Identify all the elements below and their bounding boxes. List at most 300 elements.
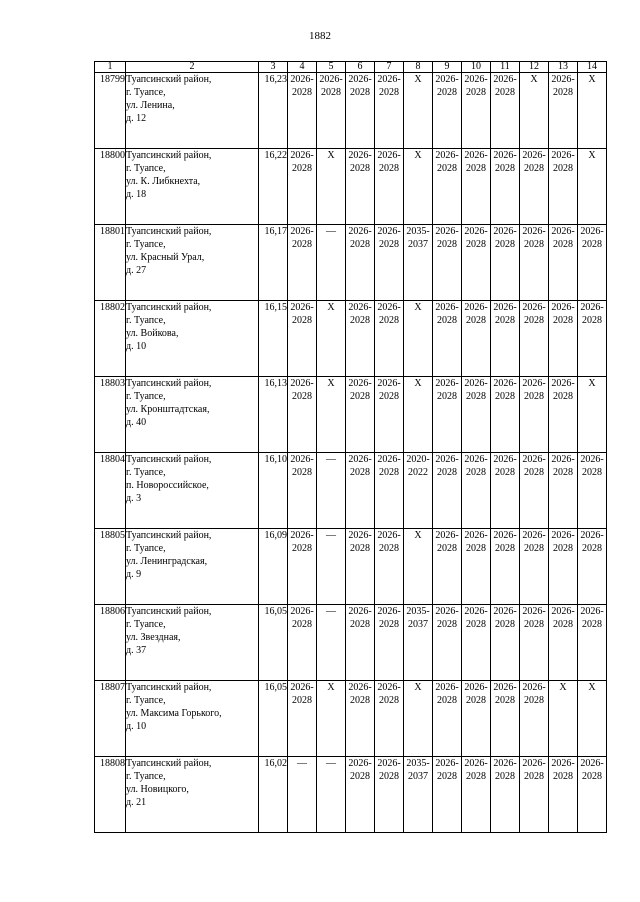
schedule-period-cell <box>433 605 462 681</box>
address-line: г. Туапсе, <box>126 315 166 326</box>
schedule-period-cell <box>288 757 317 833</box>
schedule-period-cell <box>462 605 491 681</box>
schedule-period-cell <box>346 149 375 225</box>
row-number: 18799 <box>95 73 126 149</box>
schedule-period-cell <box>462 377 491 453</box>
address-line: г. Туапсе, <box>126 239 166 250</box>
schedule-period-cell <box>549 757 578 833</box>
address-line: Туапсинский район, <box>126 606 212 617</box>
period-start: 2026- <box>435 606 459 617</box>
address-line: д. 12 <box>126 113 147 124</box>
period-start: 2026- <box>464 378 488 389</box>
period-start: 2026- <box>377 302 401 313</box>
period-start: X <box>588 74 596 85</box>
address-line: д. 10 <box>126 341 147 352</box>
period-start: — <box>326 454 336 465</box>
row-number: 18808 <box>95 757 126 833</box>
period-end: 2028 <box>292 391 312 402</box>
period-start: 2026- <box>551 378 575 389</box>
period-start: 2026- <box>522 606 546 617</box>
period-start: X <box>588 682 596 693</box>
row-number: 18802 <box>95 301 126 377</box>
schedule-period-cell <box>404 453 433 529</box>
period-start: 2026- <box>435 758 459 769</box>
period-end: 2028 <box>379 695 399 706</box>
schedule-period-cell <box>346 73 375 149</box>
schedule-period-cell <box>549 453 578 529</box>
row-number: 18801 <box>95 225 126 301</box>
address-cell <box>126 529 259 605</box>
period-end: 2028 <box>437 771 457 782</box>
period-start: 2026- <box>290 530 314 541</box>
period-start: 2026- <box>435 682 459 693</box>
row-number: 18805 <box>95 529 126 605</box>
period-end: 2028 <box>495 239 515 250</box>
period-start: 2026- <box>493 682 517 693</box>
period-start: 2026- <box>435 150 459 161</box>
address-line: д. 9 <box>126 569 142 580</box>
period-start: X <box>414 150 422 161</box>
schedule-period-cell <box>549 225 578 301</box>
housing-repair-schedule-table <box>94 61 607 833</box>
address-line: г. Туапсе, <box>126 771 166 782</box>
column-header: 7 <box>375 62 404 73</box>
table-row <box>95 149 607 225</box>
period-end: 2028 <box>350 315 370 326</box>
period-start: 2026- <box>319 74 343 85</box>
period-start: — <box>326 530 336 541</box>
schedule-period-cell <box>520 605 549 681</box>
period-start: 2026- <box>522 302 546 313</box>
period-start: 2026- <box>464 74 488 85</box>
period-end: 2028 <box>553 391 573 402</box>
period-start: 2026- <box>348 454 372 465</box>
address-line: ул. Войкова, <box>126 328 179 339</box>
period-end: 2028 <box>553 543 573 554</box>
schedule-period-cell <box>288 529 317 605</box>
period-end: 2028 <box>582 771 602 782</box>
schedule-period-cell <box>462 681 491 757</box>
period-start: X <box>559 682 567 693</box>
table-row <box>95 301 607 377</box>
table-row <box>95 529 607 605</box>
schedule-period-cell <box>549 605 578 681</box>
schedule-period-cell <box>578 301 607 377</box>
address-line: Туапсинский район, <box>126 226 212 237</box>
area-value: 16,15 <box>259 301 288 377</box>
period-end: 2028 <box>292 619 312 630</box>
period-start: 2026- <box>348 74 372 85</box>
row-number: 18804 <box>95 453 126 529</box>
period-end: 2037 <box>408 239 428 250</box>
schedule-period-cell <box>404 529 433 605</box>
schedule-period-cell <box>549 529 578 605</box>
schedule-period-cell <box>491 681 520 757</box>
schedule-period-cell <box>317 529 346 605</box>
schedule-period-cell <box>549 377 578 453</box>
page-number: 1882 <box>309 30 331 42</box>
address-line: ул. Новицкого, <box>126 784 189 795</box>
address-line: ул. К. Либкнехта, <box>126 176 201 187</box>
period-start: 2026- <box>290 606 314 617</box>
period-end: 2028 <box>379 391 399 402</box>
schedule-period-cell <box>346 377 375 453</box>
period-start: 2026- <box>377 378 401 389</box>
period-end: 2028 <box>437 619 457 630</box>
period-end: 2028 <box>495 315 515 326</box>
address-line: Туапсинский район, <box>126 454 212 465</box>
address-line: Туапсинский район, <box>126 530 212 541</box>
period-start: 2026- <box>377 682 401 693</box>
period-end: 2028 <box>350 695 370 706</box>
period-start: X <box>414 530 422 541</box>
schedule-period-cell <box>346 225 375 301</box>
period-end: 2028 <box>292 543 312 554</box>
schedule-period-cell <box>346 605 375 681</box>
period-end: 2028 <box>524 163 544 174</box>
address-line: г. Туапсе, <box>126 543 166 554</box>
period-start: 2026- <box>551 150 575 161</box>
period-start: 2026- <box>377 758 401 769</box>
table-row <box>95 377 607 453</box>
row-number: 18803 <box>95 377 126 453</box>
schedule-period-cell <box>549 73 578 149</box>
schedule-period-cell <box>462 757 491 833</box>
schedule-period-cell <box>433 681 462 757</box>
period-start: 2026- <box>493 378 517 389</box>
period-start: 2026- <box>551 758 575 769</box>
schedule-period-cell <box>375 73 404 149</box>
table-row <box>95 225 607 301</box>
address-line: д. 21 <box>126 797 147 808</box>
period-end: 2028 <box>466 467 486 478</box>
schedule-period-cell <box>375 301 404 377</box>
schedule-period-cell <box>375 757 404 833</box>
period-end: 2028 <box>437 391 457 402</box>
period-end: 2028 <box>292 239 312 250</box>
schedule-period-cell <box>491 377 520 453</box>
period-end: 2028 <box>553 315 573 326</box>
period-end: 2028 <box>437 315 457 326</box>
period-start: 2026- <box>551 226 575 237</box>
schedule-period-cell <box>549 681 578 757</box>
period-start: X <box>327 378 335 389</box>
period-start: 2026- <box>464 454 488 465</box>
address-line: г. Туапсе, <box>126 695 166 706</box>
area-value: 16,05 <box>259 681 288 757</box>
schedule-period-cell <box>404 605 433 681</box>
period-start: 2026- <box>522 378 546 389</box>
period-start: X <box>327 150 335 161</box>
period-start: X <box>588 150 596 161</box>
period-end: 2028 <box>524 239 544 250</box>
schedule-period-cell <box>375 681 404 757</box>
period-start: 2026- <box>348 606 372 617</box>
schedule-period-cell <box>375 453 404 529</box>
period-start: 2026- <box>580 606 604 617</box>
area-value: 16,17 <box>259 225 288 301</box>
address-line: д. 3 <box>126 493 142 504</box>
period-end: 2028 <box>582 239 602 250</box>
schedule-period-cell <box>491 225 520 301</box>
schedule-period-cell <box>404 225 433 301</box>
schedule-period-cell <box>433 757 462 833</box>
schedule-period-cell <box>433 377 462 453</box>
schedule-period-cell <box>520 681 549 757</box>
period-start: 2026- <box>435 378 459 389</box>
period-end: 2028 <box>466 619 486 630</box>
row-number: 18800 <box>95 149 126 225</box>
table-row <box>95 605 607 681</box>
period-start: 2026- <box>493 530 517 541</box>
period-end: 2028 <box>524 543 544 554</box>
period-start: 2026- <box>493 302 517 313</box>
period-start: 2026- <box>493 758 517 769</box>
period-start: 2026- <box>493 74 517 85</box>
address-line: д. 37 <box>126 645 147 656</box>
column-header: 12 <box>520 62 549 73</box>
period-start: 2026- <box>377 226 401 237</box>
period-start: 2026- <box>377 530 401 541</box>
schedule-period-cell <box>288 681 317 757</box>
period-end: 2028 <box>553 467 573 478</box>
schedule-period-cell <box>404 73 433 149</box>
period-end: 2022 <box>408 467 428 478</box>
area-value: 16,02 <box>259 757 288 833</box>
column-header: 14 <box>578 62 607 73</box>
period-start: 2026- <box>493 606 517 617</box>
period-end: 2028 <box>292 695 312 706</box>
schedule-period-cell <box>520 453 549 529</box>
schedule-period-cell <box>491 605 520 681</box>
period-end: 2028 <box>350 87 370 98</box>
period-end: 2028 <box>292 163 312 174</box>
schedule-period-cell <box>375 377 404 453</box>
address-cell <box>126 73 259 149</box>
period-end: 2028 <box>495 391 515 402</box>
column-header: 2 <box>126 62 259 73</box>
period-end: 2028 <box>582 619 602 630</box>
schedule-period-cell <box>520 149 549 225</box>
period-start: X <box>327 682 335 693</box>
period-start: 2026- <box>377 606 401 617</box>
schedule-period-cell <box>346 301 375 377</box>
schedule-period-cell <box>404 681 433 757</box>
period-start: X <box>414 378 422 389</box>
schedule-period-cell <box>288 301 317 377</box>
period-start: 2026- <box>493 226 517 237</box>
period-start: 2026- <box>522 226 546 237</box>
schedule-period-cell <box>520 301 549 377</box>
period-start: 2020- <box>406 454 430 465</box>
period-end: 2037 <box>408 771 428 782</box>
schedule-period-cell <box>288 605 317 681</box>
address-line: г. Туапсе, <box>126 467 166 478</box>
address-line: д. 27 <box>126 265 147 276</box>
period-start: — <box>297 758 307 769</box>
table-row <box>95 73 607 149</box>
schedule-period-cell <box>462 301 491 377</box>
period-start: 2026- <box>551 454 575 465</box>
period-end: 2028 <box>379 467 399 478</box>
period-end: 2028 <box>350 239 370 250</box>
period-start: 2026- <box>348 682 372 693</box>
period-start: 2026- <box>580 530 604 541</box>
period-start: 2026- <box>522 758 546 769</box>
period-start: 2026- <box>435 226 459 237</box>
schedule-period-cell <box>404 301 433 377</box>
period-end: 2028 <box>466 543 486 554</box>
schedule-period-cell <box>578 529 607 605</box>
area-value: 16,09 <box>259 529 288 605</box>
period-end: 2028 <box>350 619 370 630</box>
schedule-period-cell <box>288 453 317 529</box>
period-end: 2028 <box>553 771 573 782</box>
period-end: 2028 <box>466 239 486 250</box>
schedule-period-cell <box>317 301 346 377</box>
period-end: 2028 <box>437 163 457 174</box>
column-header: 6 <box>346 62 375 73</box>
period-start: 2026- <box>464 530 488 541</box>
period-start: 2026- <box>522 682 546 693</box>
period-start: X <box>327 302 335 313</box>
schedule-period-cell <box>578 681 607 757</box>
period-end: 2028 <box>292 467 312 478</box>
period-start: 2035- <box>406 226 430 237</box>
period-end: 2028 <box>379 771 399 782</box>
address-cell <box>126 225 259 301</box>
schedule-period-cell <box>462 529 491 605</box>
address-cell <box>126 301 259 377</box>
address-line: Туапсинский район, <box>126 150 212 161</box>
period-end: 2028 <box>553 163 573 174</box>
schedule-period-cell <box>433 301 462 377</box>
schedule-period-cell <box>317 377 346 453</box>
period-end: 2028 <box>466 163 486 174</box>
table-row <box>95 681 607 757</box>
address-line: ул. Ленина, <box>126 100 175 111</box>
column-header: 4 <box>288 62 317 73</box>
period-end: 2028 <box>553 87 573 98</box>
address-cell <box>126 605 259 681</box>
address-line: ул. Кронштадтская, <box>126 404 210 415</box>
period-start: 2026- <box>290 226 314 237</box>
schedule-period-cell <box>549 301 578 377</box>
schedule-period-cell <box>578 377 607 453</box>
schedule-period-cell <box>375 529 404 605</box>
period-end: 2028 <box>379 315 399 326</box>
column-number-row <box>95 62 607 73</box>
period-end: 2028 <box>350 163 370 174</box>
schedule-period-cell <box>317 681 346 757</box>
address-line: г. Туапсе, <box>126 619 166 630</box>
period-end: 2028 <box>321 87 341 98</box>
schedule-period-cell <box>520 73 549 149</box>
period-end: 2028 <box>437 543 457 554</box>
schedule-period-cell <box>462 73 491 149</box>
schedule-period-cell <box>462 149 491 225</box>
schedule-period-cell <box>288 225 317 301</box>
schedule-period-cell <box>317 225 346 301</box>
period-start: 2026- <box>580 302 604 313</box>
period-end: 2028 <box>553 619 573 630</box>
period-end: 2028 <box>466 391 486 402</box>
period-end: 2028 <box>466 695 486 706</box>
schedule-period-cell <box>491 301 520 377</box>
period-start: 2026- <box>464 758 488 769</box>
period-start: 2026- <box>290 150 314 161</box>
period-end: 2028 <box>495 467 515 478</box>
address-cell <box>126 377 259 453</box>
period-start: 2026- <box>580 454 604 465</box>
schedule-period-cell <box>375 605 404 681</box>
schedule-period-cell <box>317 73 346 149</box>
period-start: 2026- <box>348 758 372 769</box>
schedule-period-cell <box>520 377 549 453</box>
period-end: 2028 <box>582 467 602 478</box>
schedule-period-cell <box>578 453 607 529</box>
address-line: г. Туапсе, <box>126 163 166 174</box>
schedule-period-cell <box>346 529 375 605</box>
column-header: 1 <box>95 62 126 73</box>
period-start: X <box>414 74 422 85</box>
address-line: ул. Максима Горького, <box>126 708 222 719</box>
schedule-period-cell <box>578 73 607 149</box>
period-start: 2026- <box>348 378 372 389</box>
period-end: 2037 <box>408 619 428 630</box>
period-end: 2028 <box>524 619 544 630</box>
period-end: 2028 <box>379 163 399 174</box>
schedule-period-cell <box>288 149 317 225</box>
schedule-period-cell <box>433 149 462 225</box>
period-start: 2026- <box>551 606 575 617</box>
period-end: 2028 <box>495 619 515 630</box>
schedule-period-cell <box>491 757 520 833</box>
period-start: X <box>414 682 422 693</box>
period-start: — <box>326 758 336 769</box>
period-start: 2026- <box>348 226 372 237</box>
row-number: 18807 <box>95 681 126 757</box>
schedule-period-cell <box>578 149 607 225</box>
period-end: 2028 <box>379 87 399 98</box>
period-end: 2028 <box>379 239 399 250</box>
period-end: 2028 <box>582 543 602 554</box>
row-number: 18806 <box>95 605 126 681</box>
period-start: 2026- <box>464 606 488 617</box>
schedule-period-cell <box>404 149 433 225</box>
period-start: 2026- <box>290 454 314 465</box>
period-start: 2026- <box>551 74 575 85</box>
schedule-period-cell <box>462 453 491 529</box>
address-cell <box>126 757 259 833</box>
period-end: 2028 <box>350 543 370 554</box>
period-start: 2026- <box>348 530 372 541</box>
address-line: г. Туапсе, <box>126 87 166 98</box>
period-end: 2028 <box>292 87 312 98</box>
period-end: 2028 <box>495 543 515 554</box>
column-header: 9 <box>433 62 462 73</box>
period-end: 2028 <box>495 695 515 706</box>
area-value: 16,10 <box>259 453 288 529</box>
period-start: 2026- <box>464 226 488 237</box>
period-end: 2028 <box>466 771 486 782</box>
period-start: 2026- <box>522 150 546 161</box>
period-start: 2035- <box>406 606 430 617</box>
period-start: — <box>326 606 336 617</box>
schedule-period-cell <box>491 453 520 529</box>
schedule-period-cell <box>549 149 578 225</box>
period-start: 2026- <box>290 302 314 313</box>
